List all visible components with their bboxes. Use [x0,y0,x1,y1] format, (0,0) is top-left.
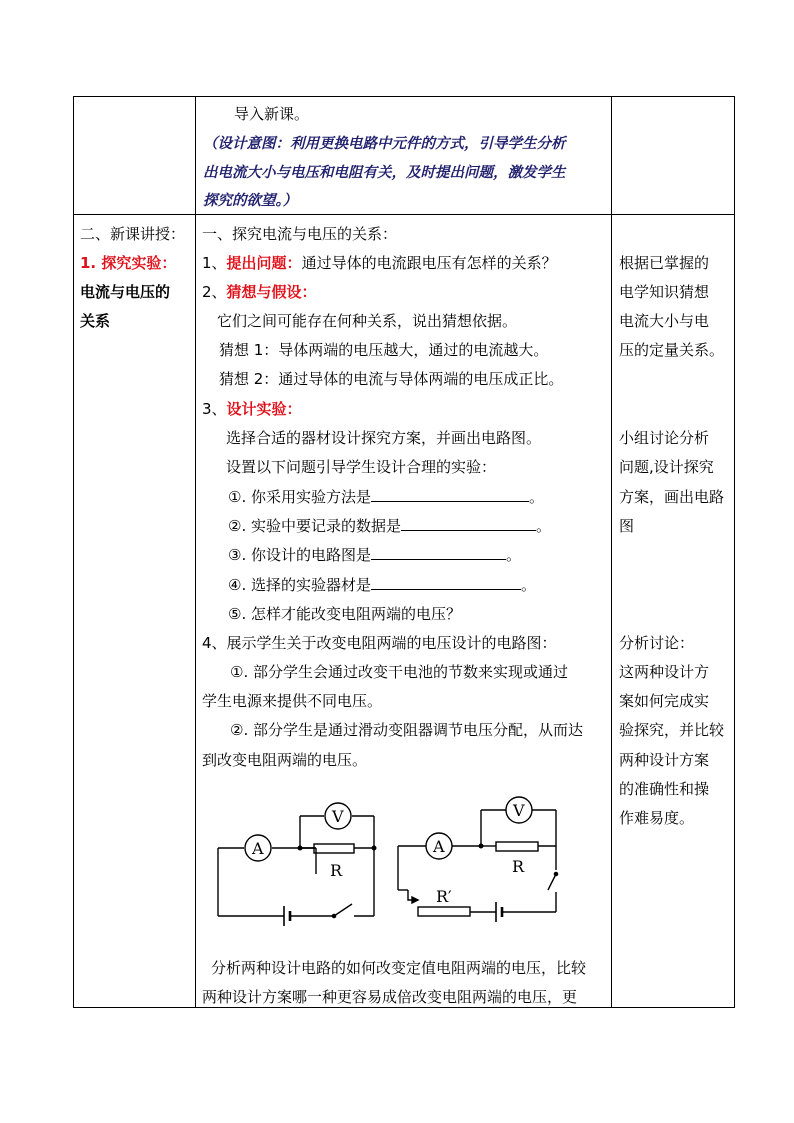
right-note-3-line-7: 作难易度。 [619,809,695,827]
middle-heading: 一、探究电流与电压的关系： [202,225,398,243]
voltmeter-1-label: V [332,807,344,826]
question-line [202,253,557,273]
design-option-1-line-1: ①. 部分学生会通过改变干电池的节数来实现或通过 [230,663,568,681]
circuit-1 [218,803,374,916]
show-designs-line: 4、展示学生关于改变电阻两端的电压设计的电路图： [202,634,557,652]
guide-item-4-text: ④. 选择的实验器材是 [228,576,371,594]
guide-item-4 [228,575,536,595]
right-note-2-line-2: 问题,设计探究 [619,458,714,476]
right-note-1-line-2: 电学知识猜想 [619,283,710,301]
guide-item-3-end: 。 [505,546,521,564]
design-line [202,399,302,419]
analysis-line-1: 分析两种设计电路的如何改变定值电阻两端的电压，比较 [211,959,587,977]
resistor-2-label: R [512,857,525,876]
table-border-left [73,96,74,1008]
right-note-1-line-4: 压的定量关系。 [619,341,725,359]
design-option-2-line-2: 到改变电阻两端的电压。 [202,751,368,769]
guess-2: 猜想 2：通过导体的电流与导体两端的电压成正比。 [219,370,564,388]
hypothesis-text: 它们之间可能存在何种关系，说出猜想依据。 [217,312,518,330]
table-row-divider [73,214,735,215]
guide-item-1 [228,487,544,507]
guide-item-4-end: 。 [520,576,536,594]
design-text-2: 设置以下问题引导学生设计合理的实验： [226,458,497,476]
right-note-2-line-1: 小组讨论分析 [619,429,710,447]
question-prefix: 1、 [202,254,227,272]
right-note-3-line-6: 的准确性和操 [619,780,710,798]
answer-blank-1[interactable] [371,487,529,502]
table-border-top [73,96,735,97]
analysis-line-2: 两种设计方案哪一种更容易成倍改变电阻两端的电压，更 [202,988,578,1006]
rheostat-r-prime [418,907,470,916]
resistor-r-1 [314,844,354,853]
right-note-2-line-3: 方案，画出电路 [619,488,725,506]
experiment-title: 1. 探究实验： [80,254,177,272]
design-text-1: 选择合适的器材设计探究方案，并画出电路图。 [226,429,542,447]
right-note-1-line-3: 电流大小与电 [619,312,710,330]
guide-item-5: ⑤. 怎样才能改变电阻两端的电压？ [228,605,461,623]
right-note-3-line-3: 案如何完成实 [619,692,710,710]
hypothesis-line [202,282,317,302]
right-note-3-line-5: 两种设计方案 [619,751,710,769]
right-note-3-line-2: 这两种设计方 [619,663,710,681]
design-intent-line-3: 探究的欲望。） [203,192,298,209]
table-border-bottom [73,1007,735,1008]
ammeter-2-label: A [433,837,445,856]
circuit-2 [398,797,556,916]
guess-1: 猜想 1：导体两端的电压越大，通过的电流越大。 [219,341,549,359]
section-title: 二、新课讲授： [80,225,186,243]
right-note-1-line-1: 根据已掌握的 [619,254,710,272]
guide-item-2-text: ②. 实验中要记录的数据是 [228,517,401,535]
intro-text: 导入新课。 [234,105,310,123]
guide-item-1-end: 。 [528,488,544,506]
voltmeter-2-label: V [513,801,525,820]
answer-blank-4[interactable] [371,575,521,590]
ammeter-1-label: A [252,839,264,858]
design-option-1-line-2: 学生电源来提供不同电压。 [202,692,383,710]
resistor-r-2 [496,842,538,851]
design-option-2-line-1: ②. 部分学生是通过滑动变阻器调节电压分配，从而达 [230,721,583,739]
guide-item-3 [228,545,521,565]
guide-item-1-text: ①. 你采用实验方法是 [228,488,371,506]
answer-blank-2[interactable] [401,516,536,531]
question-label: 提出问题： [226,254,302,272]
table-col-divider-2 [611,96,612,1008]
design-label: 设计实验： [226,400,302,418]
topic-line-2: 关系 [80,312,111,330]
table-border-right [734,96,735,1008]
design-intent-line-2: 出电流大小与电压和电阻有关，及时提出问题，激发学生 [203,164,566,181]
right-note-3-line-4: 验探究，并比较 [619,721,725,739]
guide-item-2-end: 。 [536,517,552,535]
answer-blank-3[interactable] [371,545,506,560]
hypothesis-prefix: 2、 [202,283,227,301]
right-note-2-line-4: 图 [619,517,635,535]
guide-item-2 [228,516,551,536]
design-prefix: 3、 [202,400,227,418]
rheostat-label: R′ [436,887,452,906]
guide-item-3-text: ③. 你设计的电路图是 [228,546,371,564]
resistor-1-label: R [330,861,343,880]
hypothesis-label: 猜想与假设： [226,283,317,301]
design-intent-line-1: （设计意图：利用更换电路中元件的方式，引导学生分析 [203,135,566,152]
right-note-3-line-1: 分析讨论： [619,634,695,652]
circuit-diagrams [196,790,610,940]
topic-line-1: 电流与电压的 [80,283,171,301]
question-text: 通过导体的电流跟电压有怎样的关系？ [301,254,557,272]
